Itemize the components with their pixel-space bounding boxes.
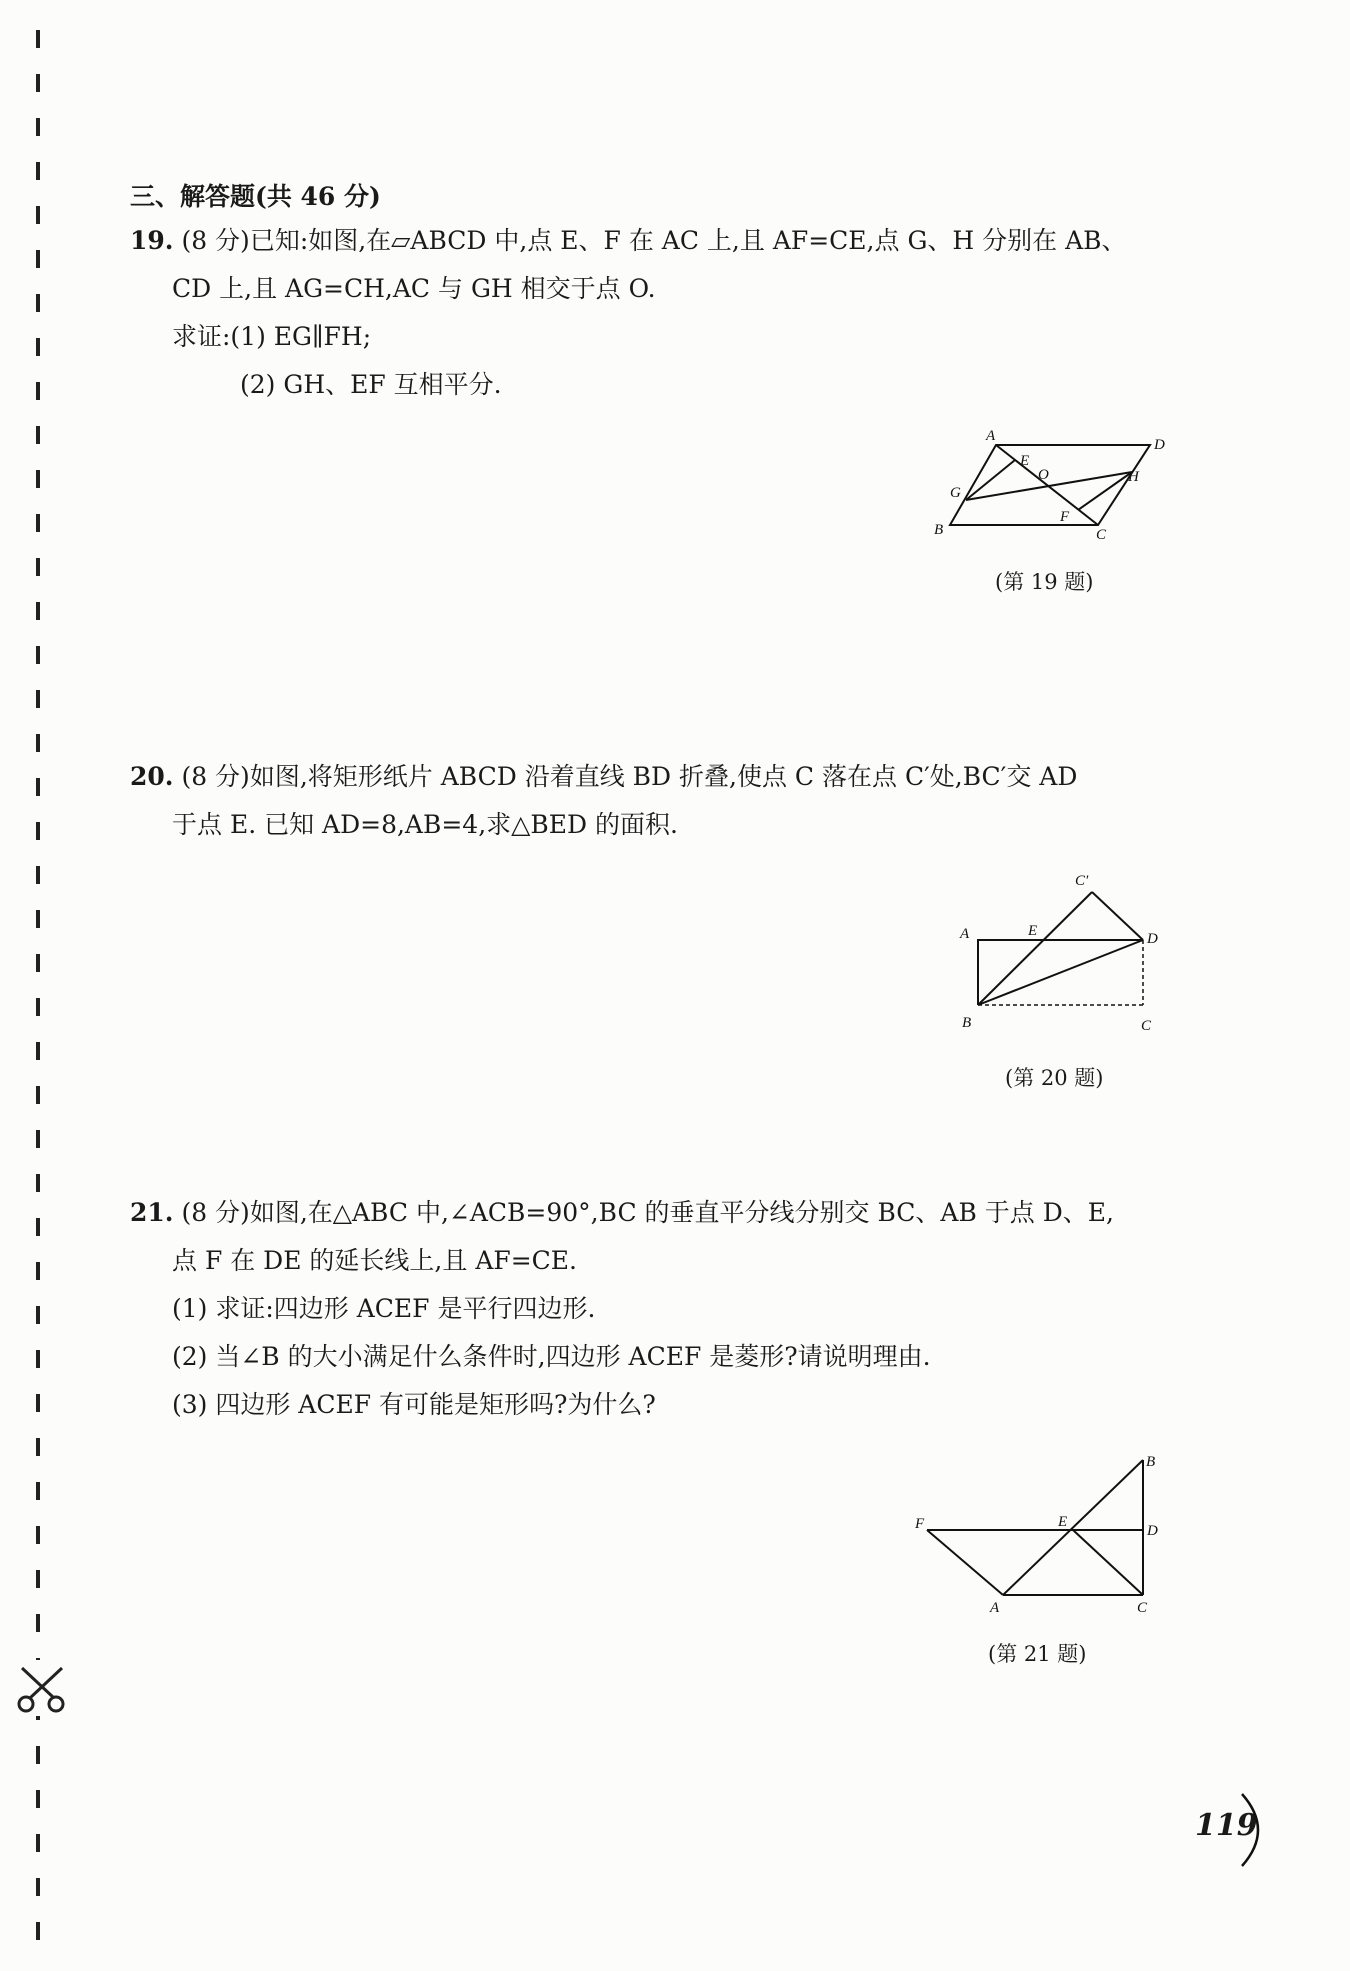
q21-number: 21. — [130, 1198, 174, 1227]
q21-label-D: D — [1147, 1523, 1158, 1539]
q19-label-A: A — [986, 428, 996, 444]
q19-label-F: F — [1060, 509, 1070, 525]
q20-line2: 于点 E. 已知 AD=8,AB=4,求△BED 的面积. — [172, 810, 678, 839]
q21-label-C: C — [1137, 1600, 1148, 1616]
q21-label-A: A — [990, 1600, 1000, 1616]
q21-line4: (2) 当∠B 的大小满足什么条件时,四边形 ACEF 是菱形?请说明理由. — [172, 1342, 931, 1371]
q20-label-E: E — [1028, 923, 1038, 939]
q20-text1: (8 分)如图,将矩形纸片 ABCD 沿着直线 BD 折叠,使点 C 落在点 C′处,BC′交 AD — [181, 762, 1078, 791]
q19-line2: CD 上,且 AG=CH,AC 与 GH 相交于点 O. — [172, 274, 656, 303]
q20-number: 20. — [130, 762, 174, 791]
q20-caption: (第 20 题) — [1005, 1066, 1104, 1090]
q19-label-H: H — [1128, 469, 1139, 485]
q19-label-B: B — [934, 522, 944, 538]
q21-text1: (8 分)如图,在△ABC 中,∠ACB=90°,BC 的垂直平分线分别交 BC、AB 于点 D、E, — [181, 1198, 1114, 1227]
q20-label-C: C — [1141, 1018, 1152, 1034]
q21-line2: 点 F 在 DE 的延长线上,且 AF=CE. — [172, 1246, 577, 1275]
q21-label-B: B — [1146, 1454, 1156, 1470]
page-number: 119 — [1195, 1808, 1258, 1843]
q20-label-D: D — [1147, 931, 1158, 947]
q21-figure — [915, 1450, 1175, 1620]
q19-line1 — [130, 224, 1127, 258]
q20-figure — [950, 870, 1170, 1045]
q21-label-E: E — [1058, 1514, 1068, 1530]
q19-label-D: D — [1154, 437, 1165, 453]
q21-line1 — [130, 1196, 1114, 1230]
q19-label-O: O — [1038, 467, 1049, 483]
q20-label-B: B — [962, 1015, 972, 1031]
q21-label-F: F — [915, 1516, 925, 1532]
scissors-icon — [14, 1660, 68, 1716]
q20-line1 — [130, 760, 1077, 794]
q19-label-E: E — [1020, 453, 1030, 469]
q19-label-C: C — [1096, 527, 1107, 543]
q21-line3: (1) 求证:四边形 ACEF 是平行四边形. — [172, 1294, 596, 1323]
q19-label-G: G — [950, 485, 961, 501]
q19-figure — [920, 425, 1180, 545]
q19-caption: (第 19 题) — [995, 570, 1094, 594]
q20-label-A: A — [960, 926, 970, 942]
section-title: 三、解答题(共 46 分) — [130, 182, 381, 211]
q20-label-Cprime: C′ — [1075, 873, 1089, 889]
q19-line4: (2) GH、EF 互相平分. — [240, 370, 502, 399]
q19-number: 19. — [130, 226, 174, 255]
q19-line3: 求证:(1) EG∥FH; — [172, 322, 372, 351]
q21-caption: (第 21 题) — [988, 1642, 1087, 1666]
q19-text1: (8 分)已知:如图,在▱ABCD 中,点 E、F 在 AC 上,且 AF=CE,点 G、H 分别在 AB、 — [181, 226, 1127, 255]
page-number-arc — [1238, 1790, 1278, 1870]
q21-line5: (3) 四边形 ACEF 有可能是矩形吗?为什么? — [172, 1390, 656, 1419]
